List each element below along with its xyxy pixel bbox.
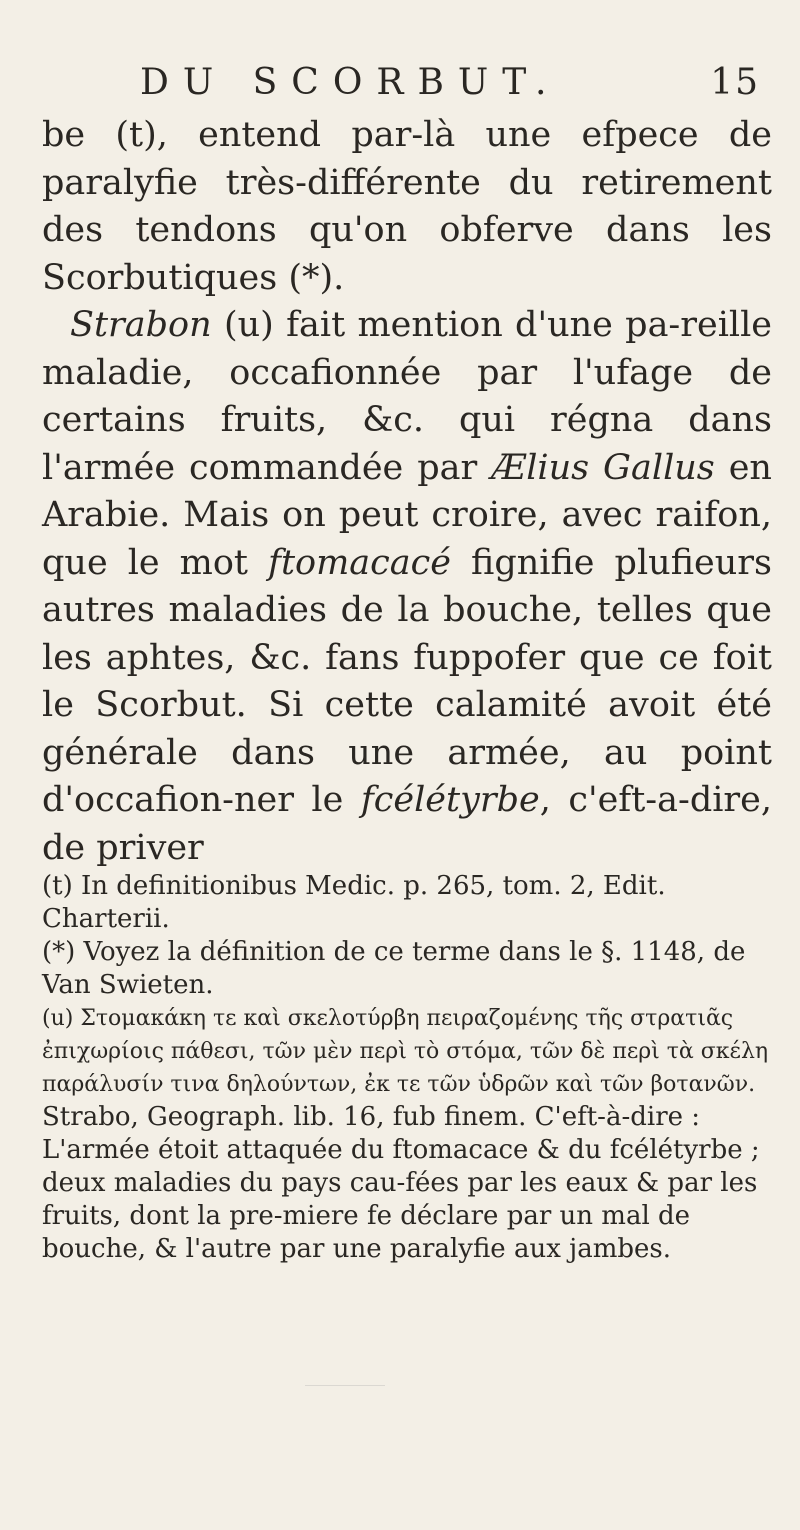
main-text: [42, 112, 772, 872]
footnote-u-latin: Strabo, Geograph. lib. 16, fub finem. C'eft-à-dire : L'armée étoit attaquée du ftomacace & du fcélétyrbe ; deux maladies du pays cau-fées par les eaux & par les fruits, dont la pre-miere fe déclare par un mal de bouche, & l'autre par une paralyfie aux jambes.: [42, 1102, 760, 1264]
header-title: DU SCORBUT.: [140, 62, 561, 103]
term-stomacace: ftomacacé: [268, 542, 451, 583]
footnote-u-greek: (u) Στομακάκη τε καὶ σκελοτύρβη πειραζομένης τῆς στρατιᾶς ἐπιχωρίοις πάθεσι, τῶν μὲν περὶ τὸ στόμα, τῶν δὲ περὶ τὰ σκέλη παράλυσίν τινα δηλούντων, ἐκ τε τῶν ὑδρῶν καὶ τῶν βοτανῶν.: [42, 1006, 769, 1097]
footnote-star: (*) Voyez la définition de ce terme dans le §. 1148, de Van Swieten.: [42, 937, 746, 1000]
page-number: 15: [710, 62, 760, 103]
term-scelotyrbe: fcélétyrbe: [360, 780, 540, 820]
paragraph-2: [42, 302, 772, 872]
page-mark: [305, 1385, 385, 1390]
paragraph-2-text-a: (u) fait mention d'une pa-reille maladie, occafionnée par l'ufage de certains fruits, &c. qui régna dans l'armée commandée par: [42, 305, 772, 488]
general-name: Ælius Gallus: [491, 447, 715, 488]
author-name: Strabon: [70, 305, 212, 345]
paragraph-2-text-d: , c'eft-a-dire, de priver: [42, 780, 772, 868]
running-header: [140, 62, 760, 103]
footnote-t: (t) In definitionibus Medic. p. 265, tom. 2, Edit. Charterii.: [42, 871, 666, 934]
paragraph-1: be (t), entend par-là une efpece de paralyfie très-différente du retirement des tendons qu'on obferve dans les Scorbutiques (*).: [42, 115, 772, 298]
paragraph-2-text-b: en Arabie. Mais on peut croire, avec raifon, que le mot: [42, 447, 772, 583]
paragraph-2-text-c: fignifie plufieurs autres maladies de la bouche, telles que les aphtes, &c. fans fuppofer que ce foit le Scorbut. Si cette calamité avoit été générale dans une armée, au point d'occafion-ner le: [42, 542, 772, 820]
footnotes: [42, 870, 772, 1266]
